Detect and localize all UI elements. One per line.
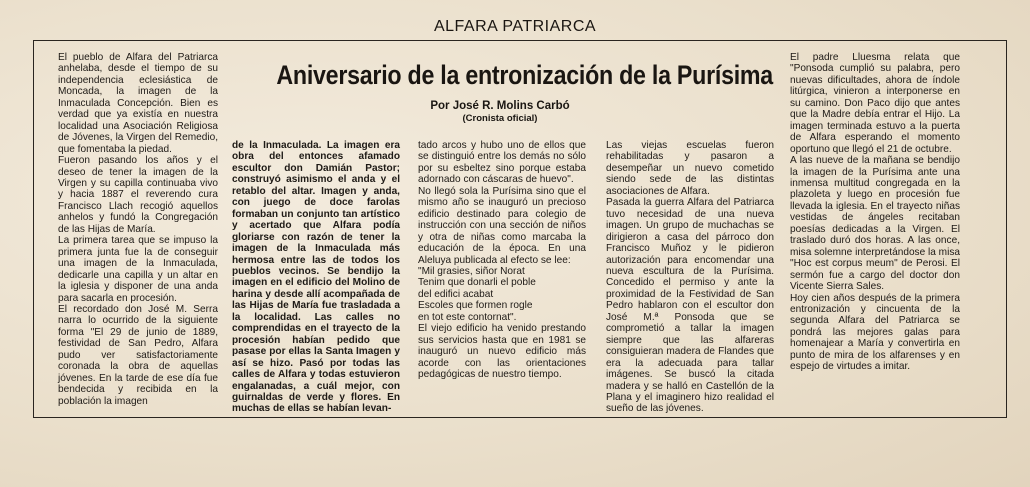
column-1: El pueblo de Alfara del Patriarca anhelaba, desde el tiempo de su independencia eclesiástica de Moncada, la imagen de la Inmaculada Concepción. Bien es verdad que ya existía en nuestra localidad una Asociación Religiosa de Jóvenes, la Virgen del Remedio, que fomentaba la piedad. Fueron pasando los años y el deseo de tener la imagen de la Virgen y su capilla continuaba vivo y hacia 1887 el reverendo cura Francisco Llach recogió aquellos anhelos y fundó la Congregación de las Hijas de María. La primera tarea que se impuso la primera junta fue la de conseguir una imagen de la Inmaculada, dedicarle una capilla y un altar en la iglesia y disponer de una anda para sacarla en procesión. El recordado don José M. Serra narra lo ocurrido de la siguiente forma "El 29 de junio de 1889, festividad de San Pedro, Alfara pudo ver satisfactoriamente coronada la obra de aquellas jóvenes. En la tarde de ese día fue bendecida y recibida en la población la imagen — [58, 52, 218, 407]
column-3: tado arcos y hubo uno de ellos que se distinguió entre los demás no sólo por su esbeltez sino porque estaba adornado con cáscaras de huevo". No llegó sola la Purísima sino que el mismo año se inauguró un precioso edificio destinado para colegio de instrucción con una sección de niños y otra de niñas como marcaba la educación de la época. En una Aleluya publicada al efecto se lee: "Mil grasies, siñor Norat Tenim que donarli el poble del edifici acabat Escoles que formen rogle en tot este contornat". El viejo edificio ha venido prestando sus servicios hasta que en 1981 se inauguró un nuevo edificio más acorde con las orientaciones pedagógicas de nuestro tiempo. — [418, 140, 586, 381]
column-5: El padre Lluesma relata que "Ponsoda cumplió su palabra, pero nuevas dificultades, ahora de índole litúrgica, vinieron a interponerse en su camino. Don Paco dijo que antes que la Madre debía entrar el Hijo. La imagen terminada estuvo a la puerta de Alfara esperando el momento oportuno que llegó el 21 de octubre. A las nueve de la mañana se bendijo la imagen de la Purísima ante una inmensa multitud congregada en la plazoleta y luego en procesión fue llevada la iglesia. En el trayecto niñas vestidas de ángeles recitaban poesías dedicadas a la Virgen. El traslado duró dos horas. A las once, misa solemne interpretándose la misa "Hoc est corpus meum" de Perosi. El sermón fue a cargo del doctor don Vicente Sierra Sales. Hoy cien años después de la primera entronización y cincuenta de la segunda Alfara del Patriarca se pondrá las mejores galas para homenajear a María y convertirla en punto de mira de los alfarenses y en espejo de virtudes a imitar. — [790, 52, 960, 373]
article-title: Aniversario de la entronización de la Purísima — [276, 60, 773, 90]
column-2: de la Inmaculada. La imagen era obra del entonces afamado escultor don Damián Pastor; construyó asimismo el anda y el retablo del altar. Imagen y anda, con juego de doce farolas formaban un conjunto tan artístico y acertado que Alfara podía gloriarse con razón de tener la imagen de la Inmaculada más hermosa entre las de todos los pueblos vecinos. Se bendijo la imagen en el edificio del Molino de harina y desde allí acompañada de las Hijas de María fue trasladada a la localidad. Las calles no comprendidas en el trayecto de la procesión habían pedido que pasase por ellas la Santa Imagen y así se hizo. Pasó por todas las calles de Alfara y todas estuvieron engalanadas, a cuál mejor, con guirnaldas de verde y flores. En muchas de ellas se habían levan- — [232, 140, 400, 415]
author-role: (Cronista oficial) — [462, 113, 538, 124]
column-4: Las viejas escuelas fueron rehabilitadas y pasaron a desempeñar un nuevo cometido siendo sede de las distintas asociaciones de Alfara. Pasada la guerra Alfara del Patriarca tuvo necesidad de una nueva imagen. Un grupo de muchachas se dirigieron a casa del párroco don Francisco Muñoz y le pidieron autorización para encomendar una nueva escultura de la Purísima. Concedido el permiso y ante la proximidad de la Festividad de San Pedro hablaron con el escultor don José M.ª Ponsoda que se comprometió a tallar la imagen siempre que las alfareras consiguieran madera de Flandes que era la adecuada para tallar imágenes. Se buscó la citada madera y se halló en Castellón de la Plana y el imaginero hizo realidad el sueño de las jóvenes. — [606, 140, 774, 415]
article-byline: Por José R. Molins Carbó — [430, 100, 570, 112]
section-header: ALFARA PATRIARCA — [433, 18, 597, 35]
